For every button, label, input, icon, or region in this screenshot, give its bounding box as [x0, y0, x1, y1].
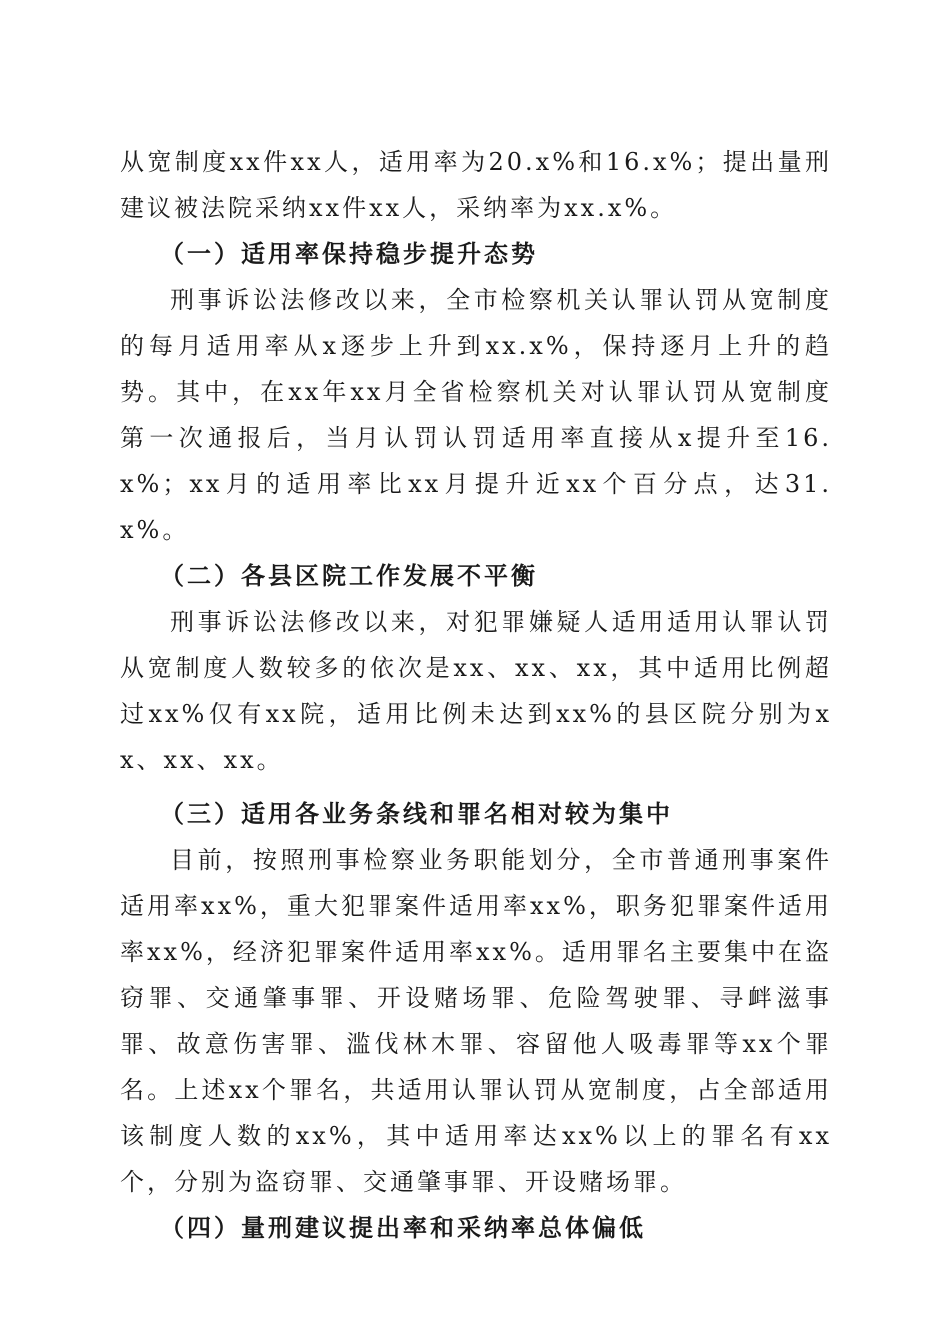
- section-heading-4: （四）量刑建议提出率和采纳率总体偏低: [160, 1214, 646, 1242]
- document-body: [120, 139, 832, 1251]
- section-heading-1: （一）适用率保持稳步提升态势: [160, 240, 538, 268]
- paragraph-2: 刑事诉讼法修改以来，对犯罪嫌疑人适用适用认罪认罚从宽制度人数较多的依次是xx、xx、xx，其中适用比例超过xx%仅有xx院，适用比例未达到xx%的县区院分别为xx、xx、xx。: [120, 608, 832, 774]
- paragraph-continuation: 从宽制度xx件xx人，适用率为20.x%和16.x%；提出量刑建议被法院采纳xx件xx人，采纳率为xx.x%。: [120, 148, 832, 222]
- section-heading-3: （三）适用各业务条线和罪名相对较为集中: [160, 800, 673, 828]
- paragraph-1: 刑事诉讼法修改以来，全市检察机关认罪认罚从宽制度的每月适用率从x逐步上升到xx.x%，保持逐月上升的趋势。其中，在xx年xx月全省检察机关对认罪认罚从宽制度第一次通报后，当月认罚认罚适用率直接从x提升至16.x%；xx月的适用率比xx月提升近xx个百分点，达31.x%。: [120, 286, 832, 544]
- section-heading-2: （二）各县区院工作发展不平衡: [160, 562, 538, 590]
- spacer: [120, 783, 832, 791]
- paragraph-3: 目前，按照刑事检察业务职能划分，全市普通刑事案件适用率xx%，重大犯罪案件适用率xx%，职务犯罪案件适用率xx%，经济犯罪案件适用率xx%。适用罪名主要集中在盗窃罪、交通肇事罪、开设赌场罪、危险驾驶罪、寻衅滋事罪、故意伤害罪、滥伐林木罪、容留他人吸毒罪等xx个罪名。上述xx个罪名，共适用认罪认罚从宽制度，占全部适用该制度人数的xx%，其中适用率达xx%以上的罪名有xx个，分别为盗窃罪、交通肇事罪、开设赌场罪。: [120, 846, 832, 1196]
